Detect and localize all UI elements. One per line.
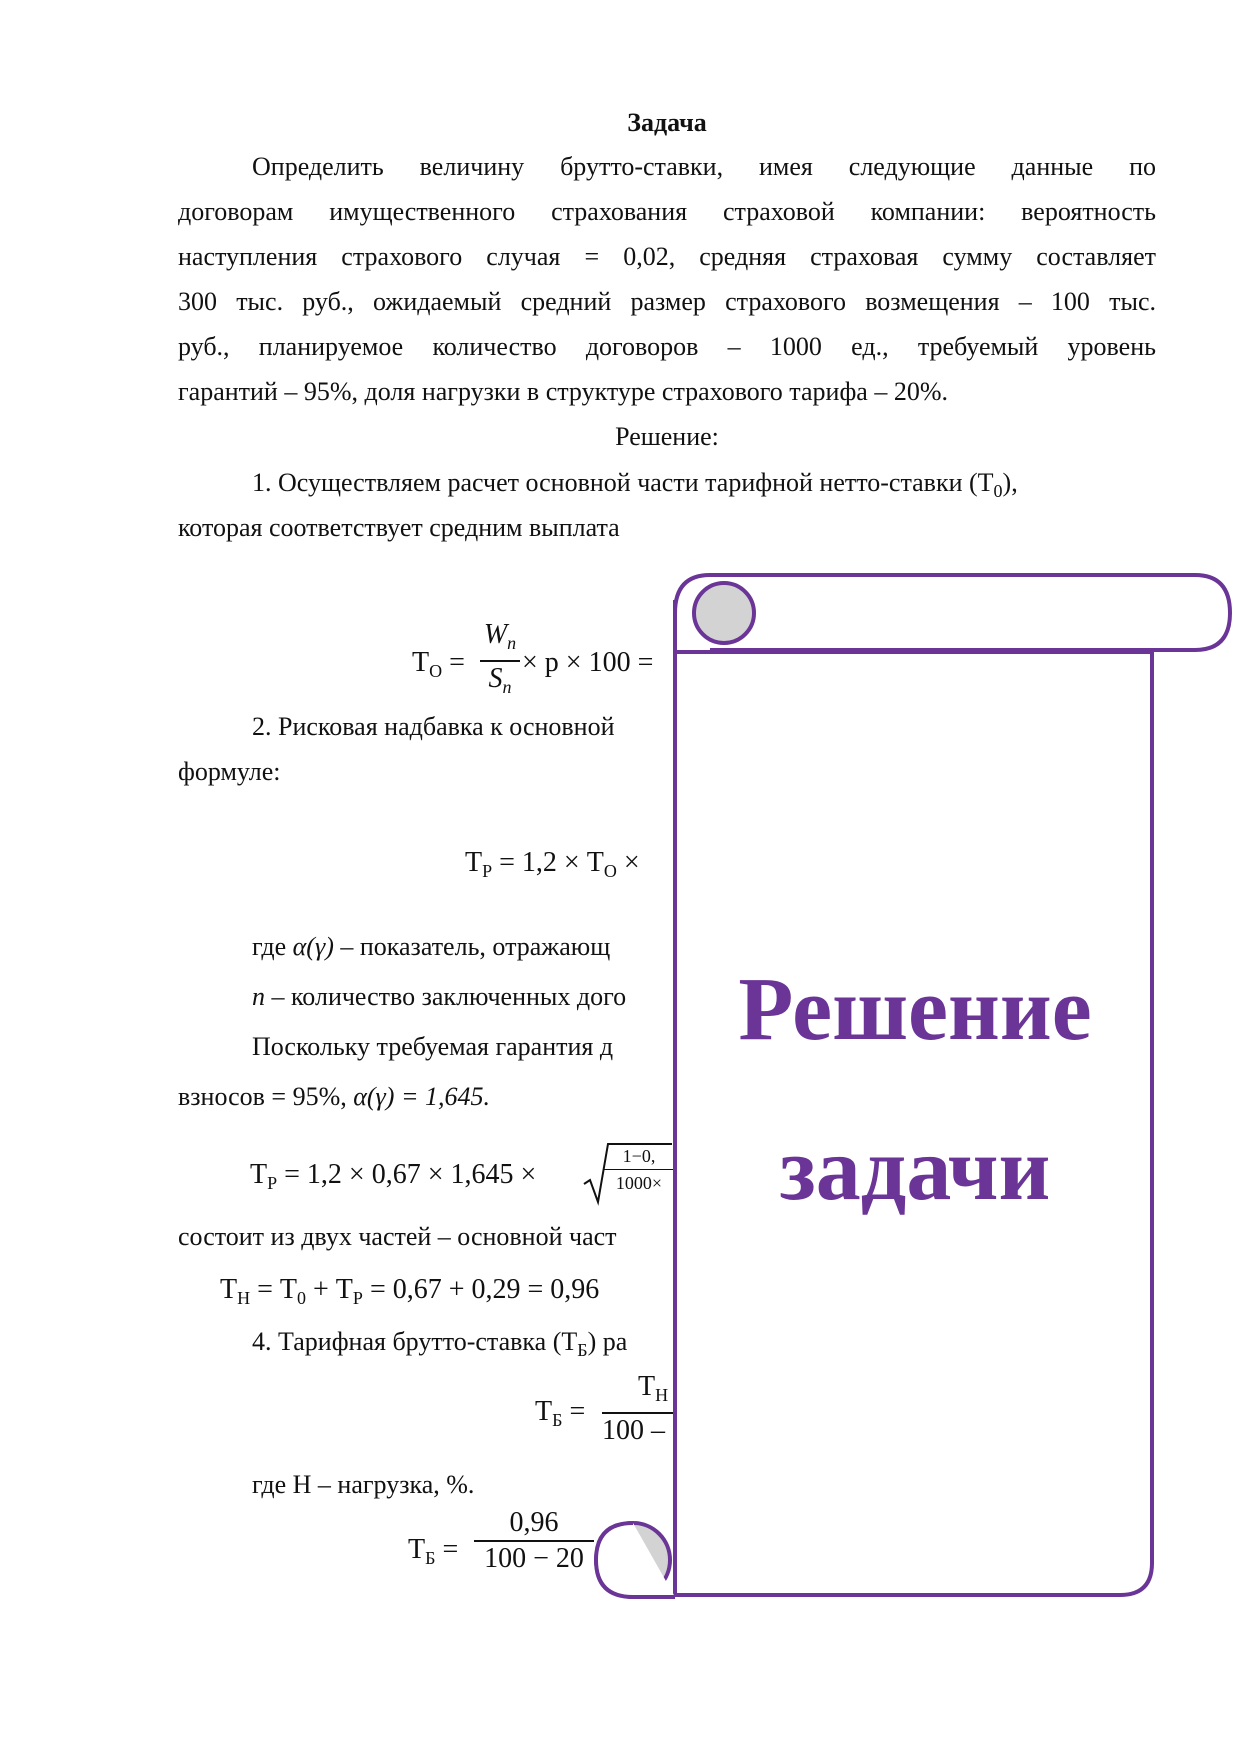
step3-line: состоит из двух частей – основной част <box>178 1222 617 1251</box>
formula1-lhs-sub: O <box>429 661 443 681</box>
since-line-2-text: взносов = 95%, <box>178 1082 354 1111</box>
step2-line-2: формуле: <box>178 757 281 786</box>
where1-symbol: α(γ) <box>292 932 334 961</box>
formula5-den: 100 – <box>602 1415 665 1446</box>
formula3-lhs-sub: P <box>267 1173 278 1193</box>
problem-line-1: Определить величину брутто-ставки, имея следующие данные по <box>252 152 1156 181</box>
step1-text: 1. Осуществляем расчет основной части тарифной нетто-ставки (Т <box>252 468 994 497</box>
formula4-sub3: P <box>352 1288 363 1308</box>
formula1-eq: = <box>442 647 465 678</box>
formula3-den: 1000× <box>615 1173 663 1193</box>
problem-line-6: гарантий – 95%, доля нагрузки в структуре страхового тарифа – 20%. <box>178 377 948 406</box>
problem-line-4: 300 тыс. руб., ожидаемый средний размер страхового возмещения – 100 тыс. <box>178 287 1156 316</box>
formula4-sub2: 0 <box>297 1288 307 1308</box>
formula4-lhs: Т <box>220 1274 238 1305</box>
formula6-den: 100 − 20 <box>484 1543 584 1574</box>
formula5-num: Т <box>638 1371 656 1402</box>
formula2-tail: × <box>616 847 640 878</box>
formula3-rest: = 1,2 × 0,67 × 1,645 × <box>277 1159 537 1190</box>
problem-line-2: договорам имущественного страхования страховой компании: вероятность <box>178 197 1156 226</box>
formula3-lhs: Т <box>250 1159 268 1190</box>
formula6-num: 0,96 <box>509 1507 559 1538</box>
formula4-part3: = 0,67 + 0,29 = 0,96 <box>362 1274 600 1305</box>
formula5-eq: = <box>562 1396 586 1427</box>
formula2-rest: = 1,2 × Т <box>492 847 604 878</box>
step1-line-2: которая соответствует средним выплата <box>178 513 620 542</box>
step2-line-1: 2. Рисковая надбавка к основной <box>252 712 615 741</box>
formula6-eq: = <box>435 1534 459 1565</box>
where1-prefix: где <box>252 932 293 961</box>
formula6-lhs-sub: Б <box>425 1548 436 1568</box>
problem-line-5: руб., планируемое количество договоров – 1000 ед., требуемый уровень <box>178 332 1156 361</box>
where2-text: – количество заключенных дого <box>265 982 627 1011</box>
scroll-title-line-1: Решение <box>738 960 1092 1059</box>
formula1-den-sub: n <box>502 677 512 697</box>
formula5-lhs-sub: Б <box>552 1410 563 1430</box>
formula5-lhs-symbol: Т <box>535 1396 553 1427</box>
formula4-lhs-sub: Н <box>237 1288 251 1308</box>
scroll-title-line-2: задачи <box>779 1120 1051 1219</box>
document-title: Задача <box>627 108 707 137</box>
formula5-num-sub: Н <box>655 1385 669 1405</box>
formula2-lhs: Т <box>465 847 483 878</box>
scroll-top-curl-circle <box>694 583 754 643</box>
scroll-body <box>675 600 1152 1595</box>
formula4-part1: = Т <box>250 1274 298 1305</box>
formula1-rest: × p × 100 = <box>522 647 654 678</box>
formula2-rest-sub: O <box>603 861 617 881</box>
step4-text: 4. Тарифная брутто-ставка (Т <box>252 1327 578 1356</box>
solution-heading: Решение: <box>615 422 719 451</box>
formula3-num: 1−0, <box>622 1146 656 1166</box>
where1-text: – показатель, отражающ <box>333 932 611 961</box>
formula4-part2: + Т <box>306 1274 353 1305</box>
formula1-den: S <box>488 663 503 694</box>
since-line-2-formula: α(γ) = 1,645. <box>353 1082 491 1111</box>
problem-line-3: наступления страхового случая = 0,02, средняя страховая сумму составляет <box>178 242 1156 271</box>
step1-sub: 0 <box>993 481 1003 501</box>
step4-sub: Б <box>577 1340 588 1360</box>
step4-tail: ) ра <box>587 1327 628 1356</box>
where2-symbol: n <box>252 982 265 1011</box>
formula2-lhs-sub: P <box>482 861 493 881</box>
formula1-num-sub: n <box>507 633 517 653</box>
scroll-top-roll <box>710 575 1230 650</box>
where-line-3: где Н – нагрузка, %. <box>252 1470 475 1499</box>
formula1-lhs-symbol: Т <box>412 647 430 678</box>
formula1-num: W <box>483 619 508 650</box>
step1-close: ), <box>1002 468 1018 497</box>
formula6-lhs-symbol: Т <box>408 1534 426 1565</box>
since-line-1: Поскольку требуемая гарантия д <box>252 1032 614 1061</box>
